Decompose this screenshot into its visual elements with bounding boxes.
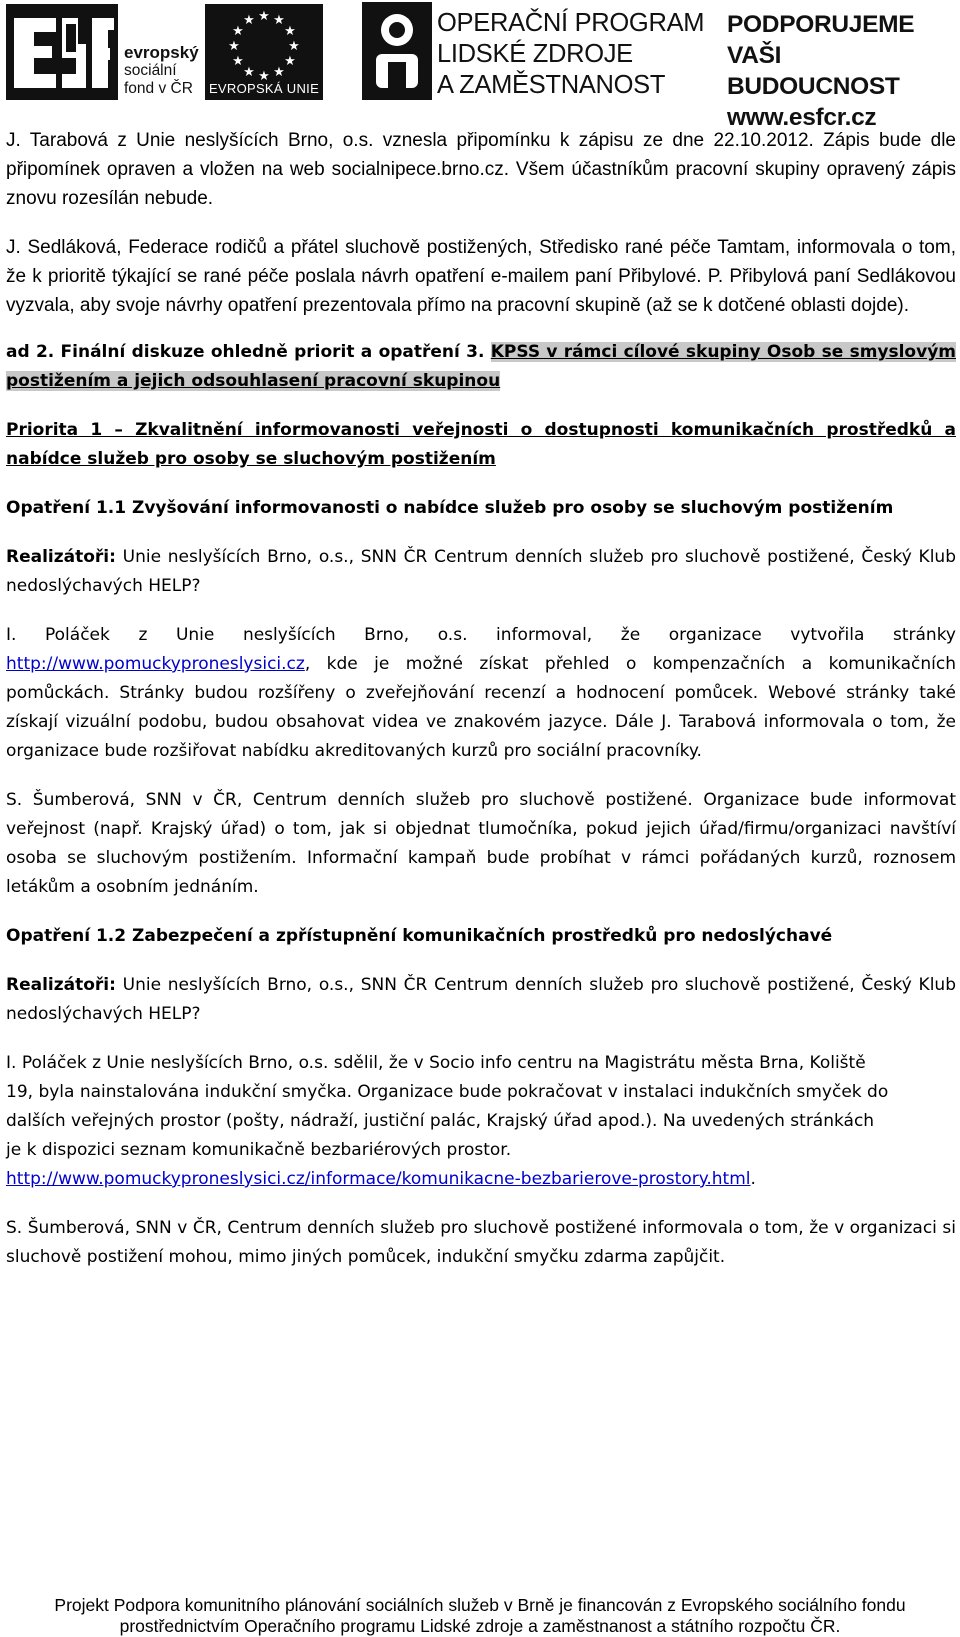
ad2-highlight: KPSS v rámci cílové skupiny Osob se smyslovým postižením a jejich odsouhlasení pracovní skupinou bbox=[6, 342, 956, 391]
svg-text:★: ★ bbox=[258, 9, 270, 24]
polacek2-line2: 19, byla nainstalována indukční smyčka. Organizace bude pokračovat v instalaci indukčních smyček do bbox=[6, 1082, 889, 1102]
slogan bbox=[727, 9, 960, 133]
paragraph-sumberova-2: S. Šumberová, SNN v ČR, Centrum denních služeb pro sluchově postižené informovala o tom, že v organizaci si sluchově postižení mohou, mimo jiných pomůcek, indukční smyčku zdarma zapůjčit. bbox=[6, 1218, 956, 1267]
esf-line2: sociální bbox=[124, 62, 177, 79]
svg-text:★: ★ bbox=[243, 65, 255, 80]
polacek-text-a: I. Poláček z Unie neslyšících Brno, o.s. informoval, že organizace vytvořila stránky bbox=[6, 625, 956, 645]
slogan-line2: VAŠI BUDOUCNOST bbox=[727, 42, 900, 100]
svg-text:★: ★ bbox=[243, 13, 255, 28]
esf-line1: evropský bbox=[124, 43, 199, 62]
eu-flag-logo bbox=[205, 4, 323, 100]
implementers-label: Realizátoři: bbox=[6, 547, 116, 567]
implementers-label-2: Realizátoři: bbox=[6, 975, 116, 995]
implementers-text: Unie neslyšících Brno, o.s., SNN ČR Centrum denních služeb pro sluchově postižené, Český Klub nedoslýchavých HELP? bbox=[6, 547, 956, 596]
priority-1-heading: Priorita 1 – Zkvalitnění informovanosti veřejnosti o dostupnosti komunikačních prostředků a nabídce služeb pro osoby se sluchovým postižením bbox=[6, 420, 956, 469]
paragraph-tarabova: J. Tarabová z Unie neslyšících Brno, o.s. vznesla připomínku k zápisu ze dne 22.10.2012. Zápis bude dle připomínek opraven a vložen na web socialnipece.brno.cz. Všem účastníkům pracovní skupiny opravený zápis znovu rozesílán nebude. bbox=[6, 130, 956, 209]
op-line2: LIDSKÉ ZDROJE bbox=[437, 40, 633, 68]
footer-line2: prostřednictvím Operačního programu Lidské zdroje a zaměstnanost a státního rozpočtu ČR. bbox=[119, 1616, 841, 1636]
section-heading-ad2 bbox=[6, 338, 956, 396]
page-footer bbox=[0, 1595, 960, 1637]
svg-text:★: ★ bbox=[258, 69, 270, 82]
paragraph-sumberova-1: S. Šumberová, SNN v ČR, Centrum denních služeb pro sluchově postižené. Organizace bude informovat veřejnost (např. Krajský úřad) o tom, jak si objednat tlumočníka, pokud jejich úřad/firmu/organizaci navštíví osoba se sluchovým postižením. Informační kampaň bude probíhat v rámci pořádaných kurzů, roznosem letákům a osobním jednáním. bbox=[6, 790, 956, 897]
svg-text:★: ★ bbox=[232, 54, 244, 69]
footer-line1: Projekt Podpora komunitního plánování sociálních služeb v Brně je financován z Evropského sociálního fondu bbox=[54, 1595, 906, 1615]
polacek2-line4: je k dispozici seznam komunikačně bezbariérových prostor. bbox=[6, 1140, 512, 1160]
op-line1: OPERAČNÍ PROGRAM bbox=[437, 9, 705, 37]
op-program-title bbox=[437, 8, 704, 101]
implementers-1-2 bbox=[6, 971, 956, 1029]
polacek-text-b: , kde je možné získat přehled o kompenzačních a komunikačních pomůckách. Stránky budou rozšířeny o zveřejňování recenzí a hodnocení pomůcek. Webové stránky také získají vizuální podobu, budou obsahovat videa ve znakovém jazyce. Dále J. Tarabová informovala o tom, že organizace bude rozšiřovat nabídku akreditovaných kurzů pro sociální pracovníky. bbox=[6, 654, 956, 761]
paragraph-polacek-1 bbox=[6, 621, 956, 766]
ad2-text: ad 2. Finální diskuze ohledně priorit a opatření 3. bbox=[6, 342, 491, 362]
op-lzz-logo bbox=[362, 2, 432, 100]
svg-text:★: ★ bbox=[273, 13, 285, 28]
polacek2-line3: dalších veřejných prostor (pošty, nádraží, justiční palác, Krajský úřad apod.). Na uvedených stránkách bbox=[6, 1111, 875, 1131]
pomucky-link[interactable]: http://www.pomuckyproneslysici.cz bbox=[6, 654, 305, 674]
polacek2-line1: I. Poláček z Unie neslyšících Brno, o.s. sdělil, že v Socio info centru na Magistrátu města Brna, Koliště bbox=[6, 1053, 866, 1073]
measure-1-2-heading: Opatření 1.2 Zabezpečení a zpřístupnění komunikačních prostředků pro nedoslýchavé bbox=[6, 926, 833, 946]
implementers-1-1 bbox=[6, 543, 956, 601]
implementers-text-2: Unie neslyšících Brno, o.s., SNN ČR Centrum denních služeb pro sluchově postižené, Český Klub nedoslýchavých HELP? bbox=[6, 975, 956, 1024]
document-body bbox=[6, 126, 956, 1272]
svg-text:★: ★ bbox=[284, 54, 296, 69]
svg-text:★: ★ bbox=[228, 39, 240, 54]
op-line3: A ZAMĚSTNANOST bbox=[437, 71, 666, 99]
measure-1-1-heading: Opatření 1.1 Zvyšování informovanosti o nabídce služeb pro osoby se sluchovým postižením bbox=[6, 498, 894, 518]
svg-text:★: ★ bbox=[288, 39, 300, 54]
eu-label: EVROPSKÁ UNIE bbox=[208, 81, 320, 96]
esf-logo bbox=[6, 4, 118, 100]
eu-stars-icon bbox=[205, 4, 323, 82]
svg-text:★: ★ bbox=[232, 24, 244, 39]
bezbarierove-link[interactable]: http://www.pomuckyproneslysici.cz/informace/komunikacne-bezbarierove-prostory.html bbox=[6, 1169, 751, 1189]
slogan-url: www.esfcr.cz bbox=[727, 104, 877, 131]
svg-text:★: ★ bbox=[273, 65, 285, 80]
slogan-line1: PODPORUJEME bbox=[727, 11, 915, 38]
esf-line3: fond v ČR bbox=[124, 80, 193, 97]
paragraph-polacek-2 bbox=[6, 1049, 956, 1194]
link-period: . bbox=[750, 1169, 756, 1189]
svg-text:★: ★ bbox=[284, 24, 296, 39]
logo-header bbox=[0, 0, 960, 131]
paragraph-sedlakova: J. Sedláková, Federace rodičů a přátel sluchově postižených, Středisko rané péče Tamtam, informovala o tom, že k prioritě týkající se rané péče poslala návrh opatření e-mailem paní Přibylové. P. Přibylová paní Sedlákovou vyzvala, aby svoje návrhy opatření prezentovala přímo na pracovní skupině (až se k dotčené oblasti dojde). bbox=[6, 237, 956, 316]
esf-caption bbox=[124, 44, 199, 98]
